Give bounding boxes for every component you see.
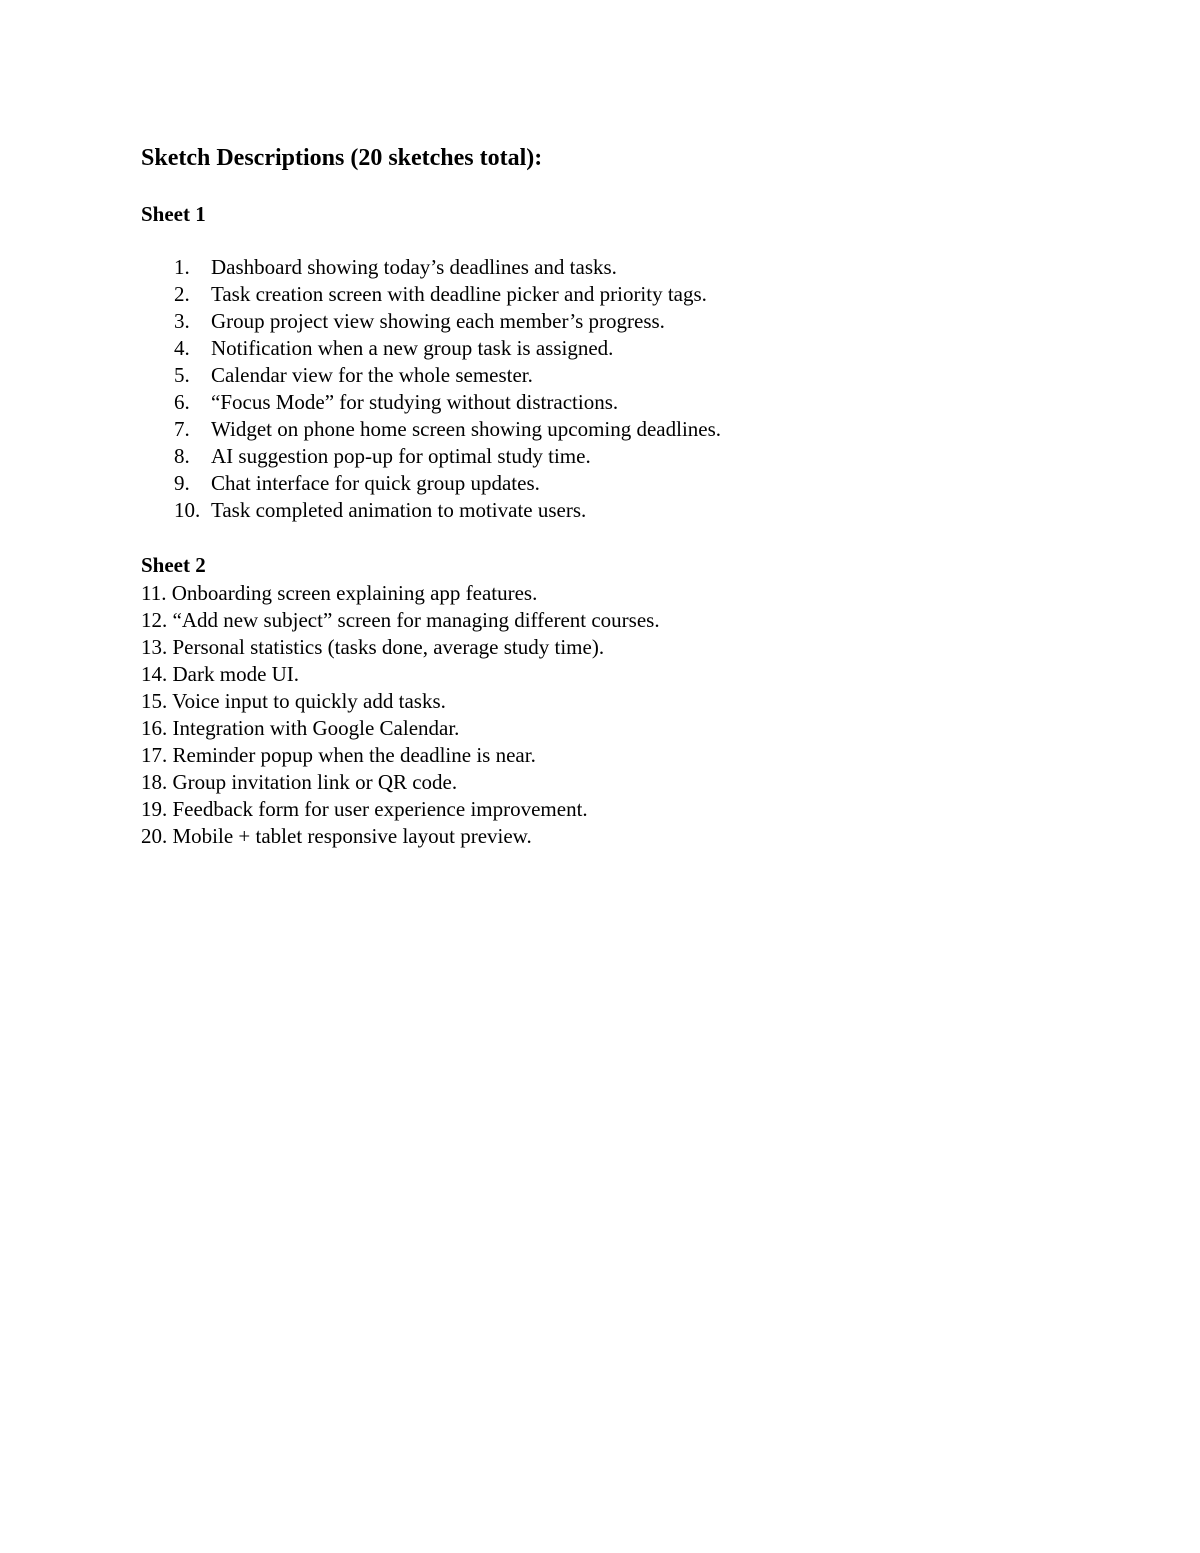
- list-item-number: 16.: [141, 716, 168, 740]
- sheet2-list-item: [141, 715, 660, 742]
- list-item-number: 7.: [174, 417, 190, 441]
- list-item-number: 5.: [174, 363, 190, 387]
- list-item-text: Group invitation link or QR code.: [172, 770, 458, 794]
- list-item-text: Dark mode UI.: [172, 662, 300, 686]
- list-item-text: Reminder popup when the deadline is near.: [172, 743, 536, 767]
- list-item-text: Widget on phone home screen showing upcoming deadlines.: [211, 417, 722, 441]
- list-item-text: Notification when a new group task is assigned.: [211, 336, 614, 360]
- list-item-number: 11.: [141, 581, 167, 605]
- list-item-number: 13.: [141, 635, 168, 659]
- list-item-text: Dashboard showing today’s deadlines and tasks.: [211, 255, 617, 279]
- list-item-text: Feedback form for user experience improvement.: [172, 797, 588, 821]
- list-item-number: 1.: [174, 255, 190, 279]
- list-item-number: 12.: [141, 608, 168, 632]
- list-item-text: Group project view showing each member’s progress.: [211, 309, 665, 333]
- document-title: Sketch Descriptions (20 sketches total):: [141, 145, 543, 171]
- sheet2-list-item: [141, 661, 660, 688]
- list-item-number: 9.: [174, 471, 190, 495]
- list-item-number: 19.: [141, 797, 168, 821]
- sheet1-heading: Sheet 1: [141, 202, 206, 226]
- list-item-text: Chat interface for quick group updates.: [211, 471, 540, 495]
- sheet2-heading: Sheet 2: [141, 553, 206, 577]
- list-item-text: Integration with Google Calendar.: [172, 716, 460, 740]
- sheet2-list: [141, 580, 660, 850]
- list-item-number: 10.: [174, 498, 201, 522]
- list-item-number: 14.: [141, 662, 168, 686]
- list-item-text: “Focus Mode” for studying without distractions.: [211, 390, 619, 414]
- sheet2-list-item: [141, 607, 660, 634]
- list-item-number: 20.: [141, 824, 168, 848]
- list-item-text: “Add new subject” screen for managing different courses.: [172, 608, 660, 632]
- list-item-text: Personal statistics (tasks done, average study time).: [172, 635, 605, 659]
- sheet2-list-item: [141, 769, 660, 796]
- list-item-text: Task completed animation to motivate users.: [211, 498, 587, 522]
- list-item-number: 8.: [174, 444, 190, 468]
- sheet2-list-item: [141, 823, 660, 850]
- list-item-number: 15.: [141, 689, 168, 713]
- list-item-text: Task creation screen with deadline picker and priority tags.: [211, 282, 707, 306]
- list-item-text: Mobile + tablet responsive layout preview.: [172, 824, 532, 848]
- sheet2-list-item: [141, 742, 660, 769]
- sheet2-list-item: [141, 688, 660, 715]
- sheet2-list-item: [141, 796, 660, 823]
- list-item-text: Voice input to quickly add tasks.: [172, 689, 446, 713]
- list-item-number: 2.: [174, 282, 190, 306]
- list-item-number: 18.: [141, 770, 168, 794]
- list-item-text: AI suggestion pop-up for optimal study time.: [211, 444, 591, 468]
- sheet2-list-item: [141, 580, 660, 607]
- list-item-text: Calendar view for the whole semester.: [211, 363, 533, 387]
- list-item-number: 17.: [141, 743, 168, 767]
- list-item-number: 6.: [174, 390, 190, 414]
- list-item-number: 3.: [174, 309, 190, 333]
- sheet2-list-item: [141, 634, 660, 661]
- list-item-text: Onboarding screen explaining app features.: [171, 581, 538, 605]
- list-item-number: 4.: [174, 336, 190, 360]
